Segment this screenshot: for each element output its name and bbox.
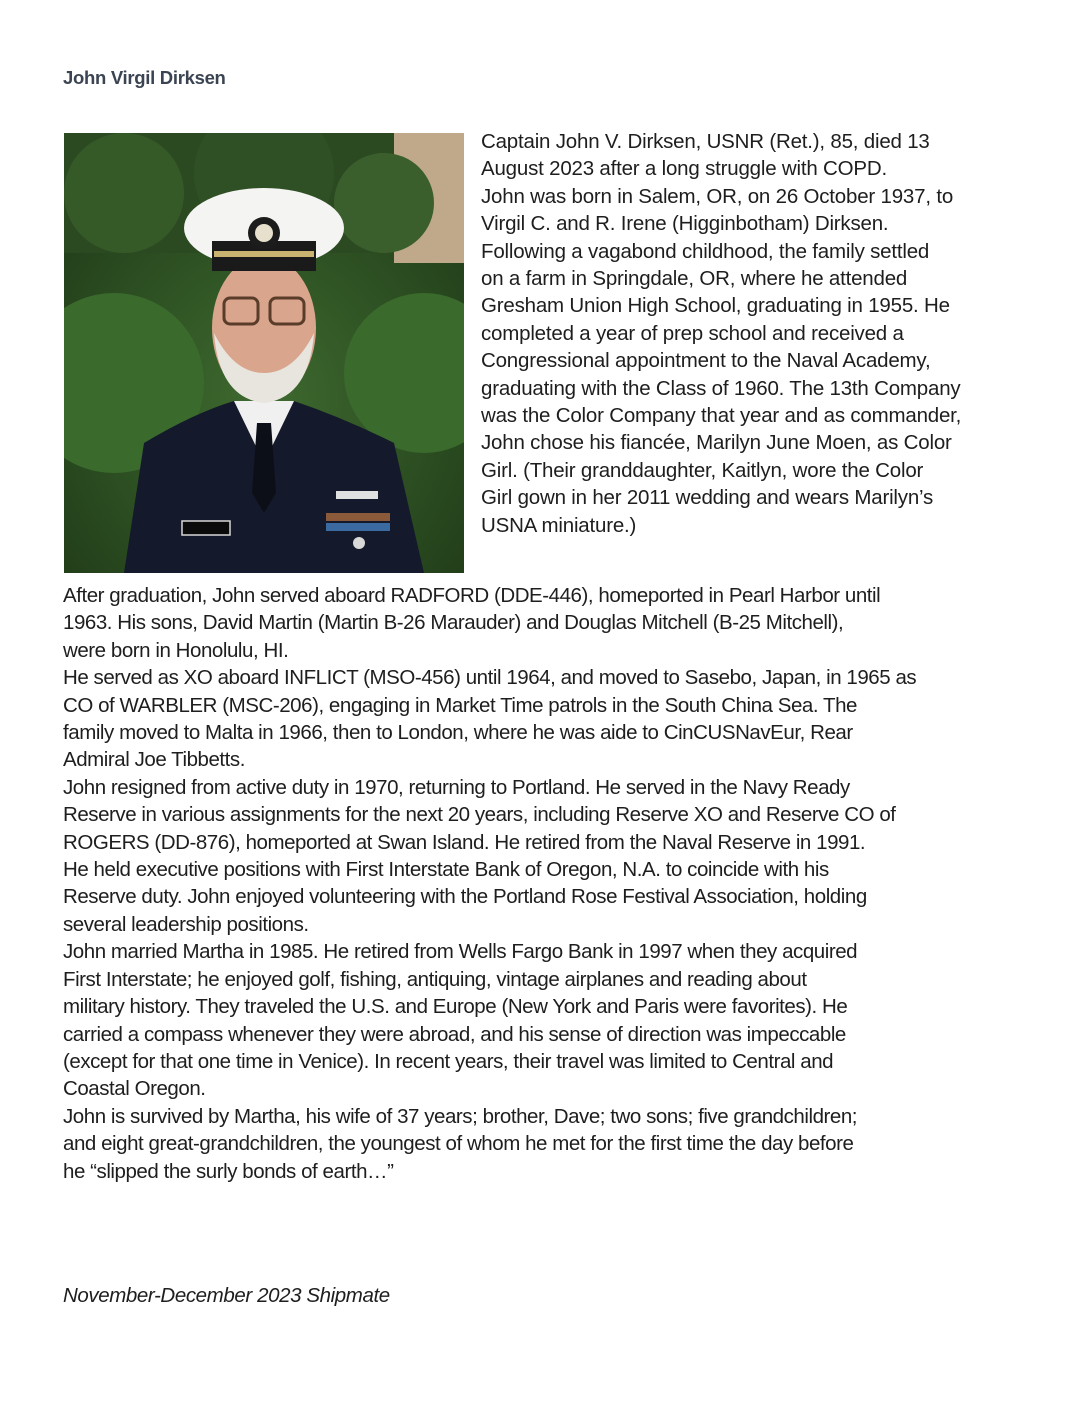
text-line: Girl gown in her 2011 wedding and wears Marilyn’s xyxy=(481,486,934,510)
text-line: Reserve duty. John enjoyed volunteering with the Portland Rose Festival Association, holding xyxy=(63,885,867,909)
text-line: was the Color Company that year and as commander, xyxy=(481,404,962,428)
text-line: carried a compass whenever they were abroad, and his sense of direction was impeccable xyxy=(63,1022,846,1046)
text-line: on a farm in Springdale, OR, where he attended xyxy=(481,267,908,291)
text-line: Coastal Oregon. xyxy=(63,1077,206,1101)
text-line: Virgil C. and R. Irene (Higginbotham) Dirksen. xyxy=(481,212,889,236)
text-line: John is survived by Martha, his wife of 37 years; brother, Dave; two sons; five grandchildren; xyxy=(63,1104,858,1128)
text-line: (except for that one time in Venice). In recent years, their travel was limited to Central and xyxy=(63,1049,834,1073)
text-line: After graduation, John served aboard RADFORD (DDE-446), homeported in Pearl Harbor until xyxy=(63,584,881,607)
source-citation: November-December 2023 Shipmate xyxy=(63,1284,390,1307)
intro-paragraph xyxy=(481,128,1041,539)
text-line: August 2023 after a long struggle with COPD. xyxy=(481,157,887,181)
text-line: John was born in Salem, OR, on 26 October 1937, to xyxy=(481,184,954,208)
text-line: and eight great-grandchildren, the youngest of whom he met for the first time the day before xyxy=(63,1132,854,1156)
text-line: USNA miniature.) xyxy=(481,513,637,537)
portrait-photo xyxy=(64,133,464,573)
text-line: were born in Honolulu, HI. xyxy=(63,638,289,662)
text-line: family moved to Malta in 1966, then to London, where he was aide to CinCUSNavEur, Rear xyxy=(63,721,853,745)
text-line: 1963. His sons, David Martin (Martin B-26 Marauder) and Douglas Mitchell (B-25 Mitchell), xyxy=(63,611,844,635)
text-line: He held executive positions with First Interstate Bank of Oregon, N.A. to coincide with his xyxy=(63,858,829,882)
body-text xyxy=(63,582,1043,1185)
text-line: He served as XO aboard INFLICT (MSO-456) until 1964, and moved to Sasebo, Japan, in 1965 as xyxy=(63,666,917,690)
text-line: he “slipped the surly bonds of earth…” xyxy=(63,1159,394,1183)
text-line: John married Martha in 1985. He retired from Wells Fargo Bank in 1997 when they acquired xyxy=(63,940,858,964)
text-line: Gresham Union High School, graduating in 1955. He xyxy=(481,294,950,318)
text-line: Congressional appointment to the Naval Academy, xyxy=(481,349,931,373)
text-line: ROGERS (DD-876), homeported at Swan Island. He retired from the Naval Reserve in 1991. xyxy=(63,830,866,854)
text-line: First Interstate; he enjoyed golf, fishing, antiquing, vintage airplanes and reading about xyxy=(63,967,807,991)
page-title: John Virgil Dirksen xyxy=(63,67,226,88)
text-line: John resigned from active duty in 1970, returning to Portland. He served in the Navy Ready xyxy=(63,775,850,799)
text-line: CO of WARBLER (MSC-206), engaging in Market Time patrols in the South China Sea. The xyxy=(63,693,857,717)
text-line: several leadership positions. xyxy=(63,912,309,936)
text-line: graduating with the Class of 1960. The 13th Company xyxy=(481,376,961,400)
text-line: Captain John V. Dirksen, USNR (Ret.), 85, died 13 xyxy=(481,130,930,153)
text-line: Admiral Joe Tibbetts. xyxy=(63,748,245,772)
text-line: military history. They traveled the U.S. and Europe (New York and Paris were favorites). He xyxy=(63,995,848,1019)
text-line: Reserve in various assignments for the next 20 years, including Reserve XO and Reserve CO of xyxy=(63,803,896,827)
text-line: Girl. (Their granddaughter, Kaitlyn, wore the Color xyxy=(481,458,924,482)
portrait-photo-icon xyxy=(64,133,464,573)
text-line: John chose his fiancée, Marilyn June Moen, as Color xyxy=(481,431,952,455)
text-line: completed a year of prep school and received a xyxy=(481,321,904,345)
text-line: Following a vagabond childhood, the family settled xyxy=(481,239,930,263)
